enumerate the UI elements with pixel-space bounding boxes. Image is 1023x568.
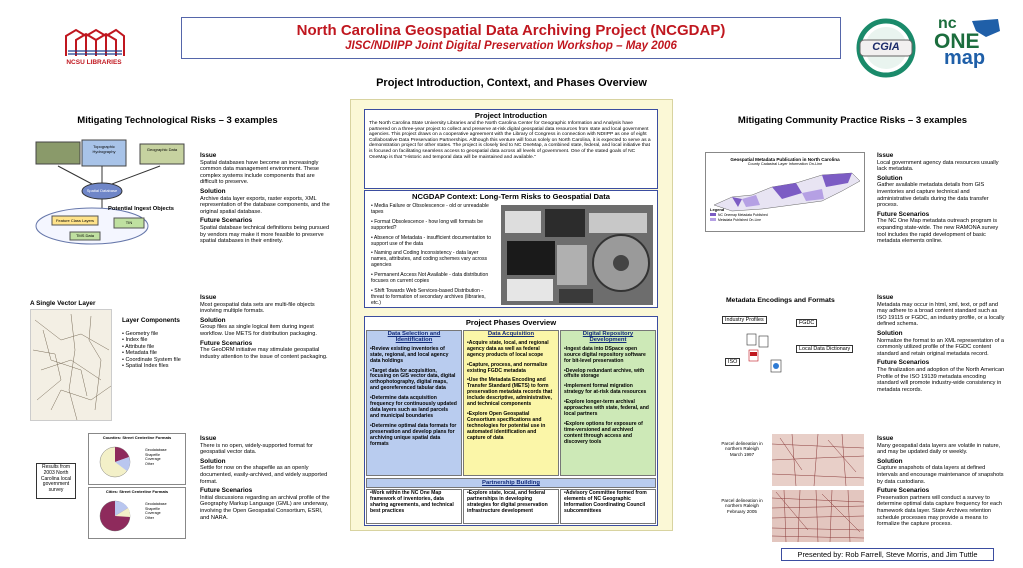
right-block1-issue-heading: Issue — [877, 152, 894, 159]
nc-onemap-map: map — [944, 47, 986, 69]
parcel-map-2005 — [772, 490, 864, 542]
nc-onemap-one: ONE — [934, 30, 980, 53]
phase-col-title: Data Selection and Identification — [387, 331, 441, 343]
diagram-label-feature: Feature Class Layers — [55, 218, 94, 223]
right-block3-future: Preservation partners will conduct a survey to determine optimal data capture frequency for each framework data layer. State Archives retention schedule processes may provide a means to formalize the capture process. — [877, 494, 1002, 528]
legend-item: Geodatabase — [145, 502, 167, 506]
legend-item: Other — [145, 515, 154, 520]
phase-item: •Develop redundant archive, with offsite storage — [564, 367, 645, 380]
presenters-footer: Presented by: Rob Farrell, Steve Morris, and Jim Tuttle — [781, 548, 994, 561]
project-phases-box — [364, 316, 658, 526]
legend-item: Coverage — [145, 457, 161, 462]
risk-item: • Permanent Access Not Available - data distribution focuses on current copies — [371, 272, 489, 285]
poster-title-box — [181, 17, 841, 59]
parcel-caption-2005: Parcel delineation in northern Raleigh February 2005 — [721, 498, 763, 514]
ncsu-libraries-logo — [58, 22, 130, 70]
legend-item: Other — [145, 461, 154, 466]
parcel-caption-1997: Parcel delineation in northern Raleigh March 1997 — [721, 441, 763, 457]
right-block1-future-heading: Future Scenarios — [877, 210, 930, 218]
phase-col-title: Data Acquisition — [487, 331, 535, 337]
phase-item: •Acquire state, local, and regional agency data as well as federal agency products of local scope — [467, 339, 549, 358]
vector-layer-map — [30, 309, 112, 421]
right-block1-issue: Local government agency data resources usually lack metadata. — [877, 159, 999, 173]
phase-item: •Explore options for exposure of time-versioned and archived content through access and discovery tools — [564, 420, 643, 445]
risks-list — [371, 204, 496, 311]
diagram-label-tin: TIN — [125, 220, 133, 225]
layer-component-item: • Index file — [122, 337, 148, 344]
right-block3-issue: Many geospatial data layers are volatile in nature, and may be updated daily or weekly. — [877, 442, 1001, 456]
left-block2-future: The GeoDRM initiative may stimulate geospatial industry attention to the issue of content packaging. — [200, 347, 328, 360]
phase-item: •Capture, process, and normalize existing FGDC metadata — [467, 361, 548, 374]
legend-label: NC Onemap Metadata Published — [718, 213, 768, 217]
map-legend-title: Legend — [710, 207, 725, 212]
right-block3-solution: Capture snapshots of data layers at defined intervals and encourage maintenance of snapshots by data custodians. — [877, 465, 1004, 485]
tag-fgdc: FGDC — [796, 319, 817, 327]
left-block2-future-heading: Future Scenarios — [200, 339, 253, 347]
partnership-item: •Explore state, local, and federal partnerships in developing strategies for digital preservation infrastructure development — [463, 489, 559, 524]
right-block3-solution-heading: Solution — [877, 457, 903, 465]
diagram-label-geo: Geographic Data — [146, 147, 178, 152]
left-block1-future: Spatial database technical definitions being pursued by vendors may make it more feasible to preserve spatial databases in their entirety. — [200, 224, 330, 245]
phase-col-repository — [560, 330, 656, 476]
legend-item: Shapefile — [145, 452, 160, 457]
risk-item: • Naming and Coding Inconsistency - data layer names, attributes, and coding schemes vary across agencies — [371, 250, 488, 269]
left-block2-text — [200, 295, 330, 360]
right-block1-future: The NC One Map metadata outreach program is expanding state-wide. The new RAMONA survey tool includes the rapid development of basic metadata elements online. — [877, 218, 999, 245]
phase-item: •Use the Metadata Encoding and Transfer Standard (METS) to form preservation metadata records that include descriptive, administrative, and technical components — [467, 377, 553, 408]
left-column-heading: Mitigating Technological Risks – 3 examples — [77, 115, 278, 126]
right-block2-solution: Normalize the format to an XML representation of a commonly utilized profile of the FGDC content standard and retain original metadata record. — [877, 337, 1004, 357]
phase-col-acquisition — [463, 330, 559, 476]
phase-col-title: Digital Repository Development — [582, 331, 634, 343]
layer-component-item: • Metadata file — [122, 350, 157, 357]
left-block3-text — [200, 436, 330, 521]
left-block1-solution: Archive data layer exports, raster exports, XML representation of the database components, and the original spatial database. — [200, 195, 330, 215]
metadata-encodings-title: Metadata Encodings and Formats — [726, 297, 835, 304]
partnership-item: •Advisory Committee formed from elements of NC Geographic Information Coordinating Council subcommittees — [560, 489, 656, 524]
left-block1-issue-heading: Issue — [200, 152, 217, 159]
risks-title: NCGDAP Context: Long-Term Risks to Geospatial Data — [411, 192, 611, 201]
vector-layer-label: A Single Vector Layer — [30, 300, 96, 307]
left-block2-solution-heading: Solution — [200, 316, 226, 324]
right-block1-solution-heading: Solution — [877, 174, 903, 182]
counties-pie-title: Counties: Street Centerline Formats — [102, 435, 172, 440]
left-block1-text — [200, 153, 330, 245]
right-block2-future-heading: Future Scenarios — [877, 359, 930, 367]
phase-item: •Ingest data into DSpace open source digital repository software for bit-level preservation — [564, 345, 646, 364]
layer-component-item: • Attribute file — [122, 343, 155, 350]
storage-media-photo — [501, 205, 653, 305]
right-block2-solution-heading: Solution — [877, 329, 903, 337]
left-block3-issue: There is no open, widely-supported format for geospatial vector data. — [200, 442, 313, 456]
layer-components-list — [122, 331, 200, 369]
legend-swatch — [710, 213, 716, 216]
intro-text: The North Carolina State University Libraries and the North Carolina Center for Geographic Information and Analysis have partnered on a three-year project to collect and preserve at-risk digital geospatial data resources from state and local government agencies. This project draws on a cooperative agreement with the Library of Congress in connection with NDIIPP as one of eight Collaborative Data Preservation Partnerships. Although this venture will focus solely on North Carolina, it is expected to serve as a demonstration project for other states. The project is closely tied to NC OneMap, a combined state, federal, and local initiative that is focused on facilitating seamless access to geospatial data across all levels of government. One of the stated goals of NC OneMap is that "Historic and temporal data will be maintained and available." — [369, 121, 651, 160]
phase-item: •Review existing inventories of state, regional, and local agency data holdings — [370, 345, 449, 364]
phases-title: Project Phases Overview — [465, 318, 557, 327]
cgia-logo-text: CGIA — [872, 41, 900, 53]
center-heading: Project Introduction, Context, and Phases Overview — [376, 77, 647, 89]
cities-pie-legend — [145, 502, 167, 520]
layer-components-title: Layer Components — [122, 317, 180, 324]
right-block3-issue-heading: Issue — [877, 435, 894, 442]
right-block1-solution: Gather available metadata details from GIS inventories and capture technical and administrative details during the data transfer process. — [877, 182, 989, 209]
risk-item: • Format Obsolescence - how long will formats be supported? — [371, 218, 483, 231]
left-block3-future-heading: Future Scenarios — [200, 487, 253, 495]
tag-industry-profiles: Industry Profiles — [722, 316, 767, 324]
legend-item: Shapefile — [145, 506, 160, 511]
intro-title: Project Introduction — [474, 111, 548, 120]
phase-item: •Implement formal migration strategy for at-risk data resources — [564, 383, 647, 396]
right-block2-issue: Metadata may occur in html, xml, text, or pdf and may adhere to a broad content standard such as ISO 19115 or FGDC, an industry profile, or a locally defined schema. — [877, 301, 1005, 328]
spatial-database-diagram — [30, 136, 190, 248]
legend-item — [710, 218, 768, 223]
risk-item: • Absence of Metadata - insufficient documentation to support use of the data — [371, 234, 492, 247]
legend-item: Geodatabase — [145, 448, 167, 452]
phase-col-selection — [366, 330, 462, 476]
layer-component-item: • Geometry file — [122, 331, 159, 337]
right-block2-text — [877, 295, 1005, 393]
right-block1-text — [877, 153, 1005, 245]
phase-item: •Determine optimal data formats for preservation and develop plans for archiving unique spatial data formats — [370, 422, 457, 447]
layer-component-item: • Coordinate System file — [122, 356, 181, 363]
ncsu-libraries-text: NCSU LIBRARIES — [66, 59, 122, 66]
left-block2-solution: Group files as single logical item during ingest workflow. Use METS for distribution packaging. — [200, 324, 317, 337]
phase-item: •Explore longer-term archival approaches with state, federal, and local partners — [564, 399, 649, 417]
counties-pie-panel — [88, 433, 186, 485]
tag-local-data-dictionary: Local Data Dictionary — [796, 345, 853, 353]
left-block2-issue: Most geospatial data sets are multi-file objects involving multiple formats. — [200, 301, 315, 315]
tag-iso: ISO — [725, 358, 740, 366]
cities-pie-title: Cities: Street Centerline Formats — [105, 489, 169, 494]
parcel-map-1997 — [772, 434, 864, 486]
left-block1-future-heading: Future Scenarios — [200, 217, 253, 225]
poster-subtitle: JISC/NDIIPP Joint Digital Preservation Workshop – May 2006 — [345, 40, 677, 52]
cities-pie-panel — [88, 487, 186, 539]
diagram-label-tms: TMS Data — [75, 233, 94, 238]
metadata-publication-map — [705, 152, 865, 232]
legend-swatch — [710, 218, 716, 221]
legend-item: Coverage — [145, 511, 161, 516]
survey-label: Results from 2003 North Carolina local government survey — [36, 463, 76, 499]
risk-item: • Media Failure or Obsolescence - old or unreadable tapes — [371, 203, 489, 215]
cgia-logo — [846, 18, 926, 78]
phase-item: •Target data for acquisition, focusing on GIS vector data, digital orthophotography, digital maps, and georeferenced tabular data — [370, 367, 456, 392]
layer-component-item: • Spatial Index files — [122, 363, 169, 370]
phase-item: •Explore Open Geospatial Consortium specifications and technologies for potential use in automated identification and capture of data — [467, 410, 546, 441]
long-term-risks-box — [364, 190, 658, 308]
left-block3-solution: Settle for now on the shapefile as an openly documented, easily-archived, and widely supported format. — [200, 465, 328, 485]
left-block3-solution-heading: Solution — [200, 457, 226, 465]
left-block3-issue-heading: Issue — [200, 435, 217, 442]
left-block3-future: Initial discussions regarding an archival profile of the Geography Markup Language (GML) are underway, involving the Open Geospatial Consortium, ESRI, and NARA. — [200, 494, 330, 521]
right-block2-future: The finalization and adoption of the North American Profile of the ISO 19139 metadata encoding standard will promote industry-wide consistency in metadata records. — [877, 366, 1005, 393]
counties-pie-legend — [145, 448, 167, 466]
map-subtitle: County Cadastral Layer Information On-Line — [747, 162, 823, 166]
poster-title: North Carolina Geospatial Data Archiving Project (NCGDAP) — [296, 22, 726, 39]
diagram-label-spatialdb: Spatial Database — [86, 188, 118, 193]
phase-item: •Determine data acquisition frequency for continuously updated data layers such as land parcels and municipal boundaries — [370, 395, 457, 419]
map-title: Geospatial Metadata Publication in North Carolina — [730, 157, 840, 162]
right-block3-future-heading: Future Scenarios — [877, 487, 930, 495]
map-legend — [710, 213, 768, 222]
diagram-label-topo: Topographic Hydrography — [92, 144, 116, 154]
nc-onemap-nc: nc — [938, 15, 957, 32]
left-block1-solution-heading: Solution — [200, 187, 226, 195]
risk-item: • Shift Towards Web Services-based Distribution - threat to formation of secondary archives (libraries, etc.) — [371, 287, 486, 306]
left-block2-issue-heading: Issue — [200, 294, 217, 301]
project-introduction-box — [364, 109, 658, 189]
partnership-item: •Work within the NC One Map framework of inventories, data sharing agreements, and technical best practices — [366, 489, 462, 524]
right-block2-issue-heading: Issue — [877, 294, 894, 301]
right-block3-text — [877, 436, 1005, 528]
left-block1-issue: Spatial databases have become an increasingly common data management environment. These complex systems include components that are difficult to preserve. — [200, 159, 319, 186]
legend-label: Metadata Published On-Line — [718, 217, 761, 222]
ingest-objects-caption: Potential Ingest Objects — [108, 206, 175, 212]
partnership-title: Partnership Building — [366, 478, 656, 488]
nc-onemap-logo — [932, 17, 1002, 75]
right-column-heading: Mitigating Community Practice Risks – 3 examples — [737, 115, 968, 126]
file-format-icons — [745, 332, 795, 378]
